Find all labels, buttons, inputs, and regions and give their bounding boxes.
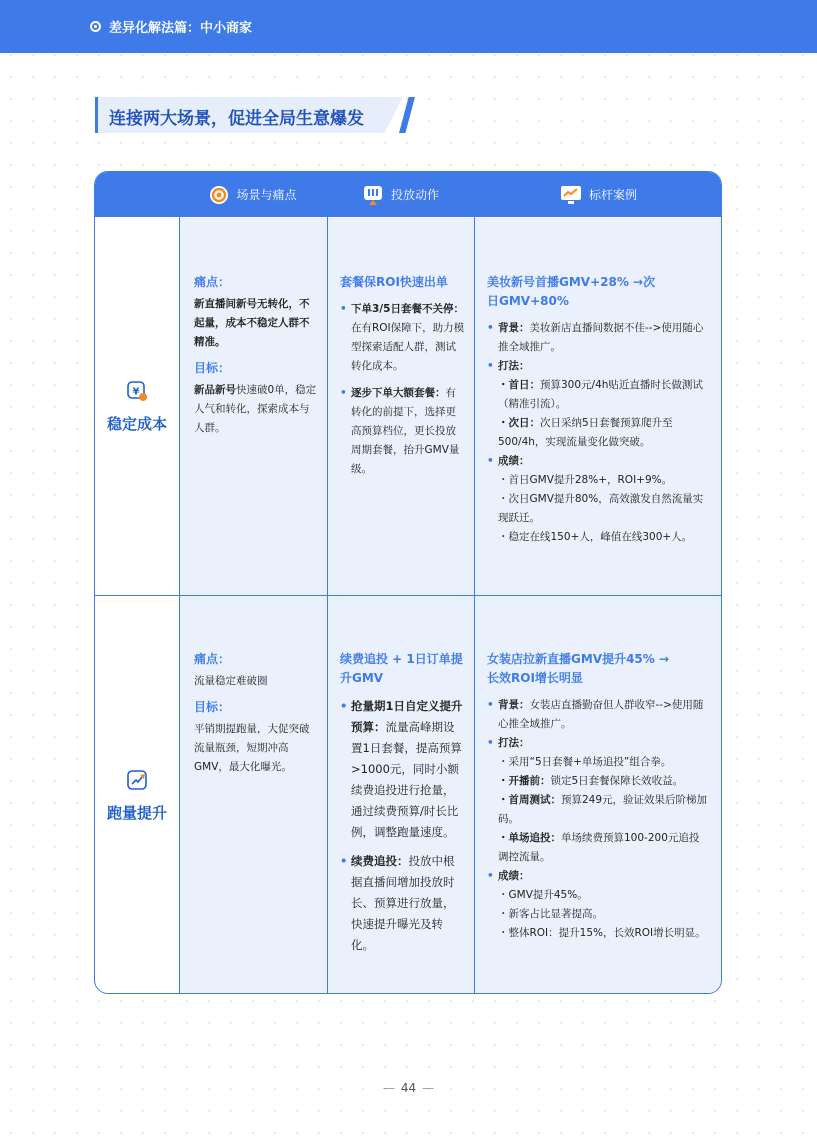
screen-icon	[362, 184, 384, 206]
yen-coin-icon	[125, 379, 149, 407]
case-background: • 背景：女装店直播勤奋但人群收窄-->使用随心推全域推广。	[487, 696, 709, 734]
section-title-banner	[95, 97, 413, 133]
column-header-action: 投放动作	[327, 172, 474, 217]
action-cell	[340, 273, 465, 479]
action-cell	[340, 650, 465, 956]
pain-label: 痛点：	[194, 652, 231, 666]
case-result: ・整体ROI：提升15%，长效ROI增长明显。	[498, 927, 706, 939]
case-background: • 背景：美妆新店直播间数据不佳-->使用随心推全域推广。	[487, 319, 709, 357]
column-header-case: 标杆案例	[474, 172, 722, 217]
strategy-table	[94, 171, 722, 994]
scene-pain-cell	[194, 273, 318, 438]
svg-text:¥: ¥	[132, 386, 140, 398]
case-title: 美妆新号首播GMV+28% →次日GMV+80%	[487, 275, 656, 308]
case-cell	[487, 650, 709, 943]
case-result: ・次日GMV提升80%，高效激发自然流量实现跃迁。	[498, 493, 704, 524]
case-result: ・首日GMV提升28%+，ROI+9%。	[498, 474, 673, 486]
row-label-stable-cost	[95, 218, 179, 595]
column-header-scene: 场景与痛点	[179, 172, 327, 217]
target-icon	[209, 185, 229, 205]
case-result-label: • 成绩：	[487, 452, 709, 471]
case-result-label: • 成绩：	[487, 867, 709, 886]
case-method: ・采用“5日套餐+单场追投”组合拳。	[498, 756, 672, 768]
table-header	[95, 172, 721, 217]
case-result: ・新客占比显著提高。	[498, 908, 603, 920]
scene-pain-cell	[194, 650, 318, 777]
action-item: • 下单3/5日套餐不关停：在有ROI保障下，助力模型探索适配人群，测试转化成本。	[340, 300, 465, 376]
case-method: ・首日：预算300元/4h贴近直播时长做测试（精准引流）。	[498, 379, 703, 410]
action-title: 续费追投 + 1日订单提升GMV	[340, 652, 463, 685]
case-title: 女装店拉新直播GMV提升45% →长效ROI增长明显	[487, 652, 670, 685]
case-method: ・开播前：锁定5日套餐保障长效收益。	[498, 775, 684, 787]
pain-label: 痛点：	[194, 275, 231, 289]
circle-bullet-icon	[90, 21, 101, 32]
case-result: ・GMV提升45%。	[498, 889, 588, 901]
case-method: ・次日：次日采纳5日套餐预算爬升至500/4h，实现流量变化做突破。	[498, 417, 673, 448]
goal-text: 平销期提跑量，大促突破流量瓶颈，短期冲高GMV，最大化曝光。	[194, 723, 310, 773]
case-result: ・稳定在线150+人，峰值在线300+人。	[498, 531, 693, 543]
case-method: ・单场追投：单场续费预算100-200元追投调控流量。	[498, 832, 700, 863]
goal-label: 目标：	[194, 361, 231, 375]
goal-text: 新品新号快速破0单，稳定人气和转化，探索成本与人群。	[194, 384, 317, 434]
case-method-label: • 打法：	[487, 357, 709, 376]
top-banner	[0, 0, 817, 53]
section-title: 连接两大场景，促进全局生意爆发	[109, 109, 364, 129]
chapter-title: 差异化解法篇：中小商家	[109, 21, 253, 36]
pain-text: 流量稳定难破圈	[194, 675, 268, 687]
chart-monitor-icon	[560, 185, 582, 205]
action-item: • 抢量期1日自定义提升预算：流量高峰期设置1日套餐，提高预算>1000元，同时小额续费追投进行抢量，通过续费预算/时长比例，调整跑量速度。	[340, 696, 465, 843]
action-item: • 续费追投：投放中根据直播间增加投放时长、预算进行放量，快速提升曝光及转化。	[340, 851, 465, 956]
goal-label: 目标：	[194, 700, 231, 714]
action-item: • 逐步下单大额套餐：有转化的前提下，选择更高预算档位，更长投放周期套餐，抬升GMV量级。	[340, 384, 465, 479]
row-label-volume-boost	[95, 596, 179, 994]
page-number: — 44 —	[382, 1081, 435, 1095]
case-method: ・首周测试：预算249元，验证效果后阶梯加码。	[498, 794, 708, 825]
action-title: 套餐保ROI快速出单	[340, 275, 448, 289]
row-title: 稳定成本	[106, 415, 167, 433]
case-method-label: • 打法：	[487, 734, 709, 753]
pain-text: 新直播间新号无转化，不起量，成本不稳定人群不精准。	[194, 298, 310, 348]
case-cell	[487, 273, 709, 547]
row-title: 跑量提升	[106, 804, 167, 822]
trend-chart-icon	[125, 768, 149, 796]
